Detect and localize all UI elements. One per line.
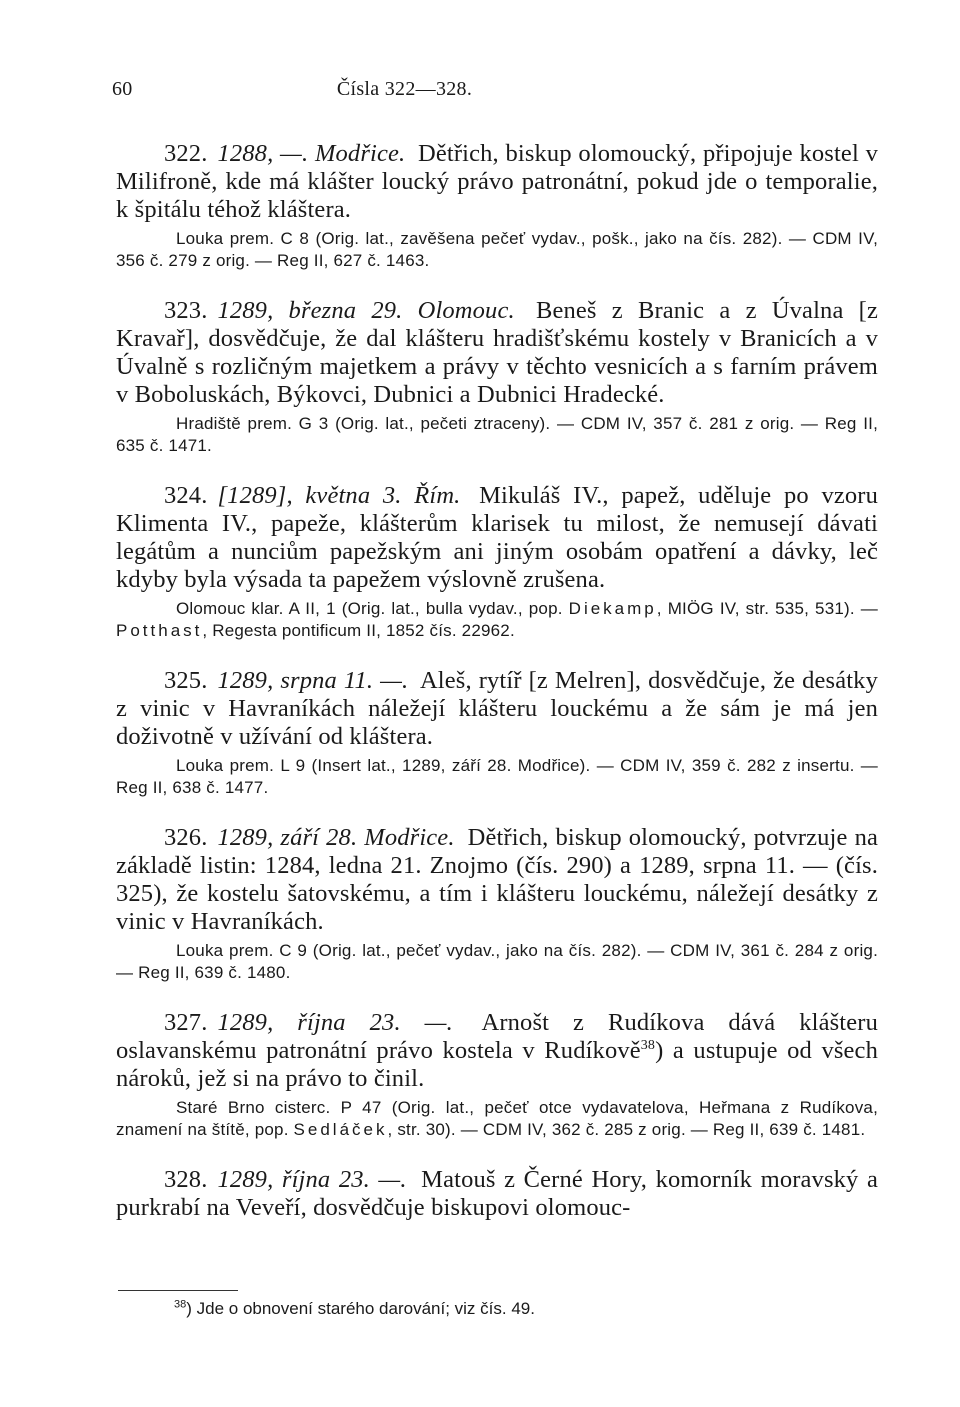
entry-summary: Beneš z Branic a z Úvalna [z Kravař], dosvědčuje, že dal klášteru hradišťskému kostely v Branicích a v Úvalně s rozličným majetkem a právy v těchto vesnicích a s farním právem v Boboluskách, Býkovci, Dubnici a Dubnici Hradecké. bbox=[116, 297, 878, 408]
entry-322 bbox=[116, 140, 878, 271]
note-part: Olomouc klar. A II, 1 (Orig. lat., bulla vydav., pop. bbox=[176, 599, 569, 618]
author-name: Sedláček bbox=[293, 1119, 388, 1139]
entry-text bbox=[116, 482, 878, 594]
entry-number: 325. bbox=[164, 667, 208, 694]
entry-date: 1289, října 23. —. bbox=[217, 1009, 453, 1036]
entry-summary: Arnošt z Rudíkova dává klášteru oslavanskému patronátní právo kostela v Rudíkově bbox=[116, 1009, 878, 1064]
entry-date: 1289, října 23. —. bbox=[217, 1166, 407, 1193]
entry-summary: Matouš z Černé Hory, komorník moravský a purkrabí na Veveří, dosvědčuje biskupovi olomouc- bbox=[116, 1166, 878, 1221]
entry-328 bbox=[116, 1166, 878, 1222]
entry-source-note bbox=[116, 598, 878, 641]
page-number: 60 bbox=[112, 78, 133, 100]
page-title: Čísla 322—328. bbox=[336, 78, 473, 100]
entry-text bbox=[116, 140, 878, 224]
entry-number: 328. bbox=[164, 1166, 208, 1193]
entry-summary: Aleš, rytíř [z Melren], dosvědčuje, že desátky z vinic v Havraníkách náležejí klášteru louckému a že sám je má jen doživotně v užívání od kláštera. bbox=[116, 667, 878, 750]
entry-number: 323. bbox=[164, 297, 208, 324]
entry-326 bbox=[116, 824, 878, 983]
entry-date: 1289, března 29. Olomouc. bbox=[217, 297, 515, 324]
footnote-text: ) Jde o obnovení starého darování; viz čís. 49. bbox=[186, 1299, 535, 1318]
entry-date: [1289], května 3. Řím. bbox=[217, 482, 461, 509]
entry-date: 1289, září 28. Modřice. bbox=[217, 824, 455, 851]
entry-text bbox=[116, 824, 878, 936]
note-part: , MIÖG IV, str. 535, 531). — bbox=[656, 599, 878, 618]
entry-source-note: Louka prem. L 9 (Insert lat., 1289, září 28. Modřice). — CDM IV, 359 č. 282 z insertu. — Reg II, 638 č. 1477. bbox=[116, 756, 878, 797]
author-name: Potthast bbox=[116, 620, 203, 640]
footnote-divider bbox=[118, 1290, 238, 1291]
entry-number: 322. bbox=[164, 140, 208, 167]
footnote-number: 38 bbox=[174, 1298, 187, 1311]
entry-323 bbox=[116, 297, 878, 456]
document-body bbox=[116, 140, 878, 1248]
entry-source-note: Louka prem. C 9 (Orig. lat., pečeť vydav., jako na čís. 282). — CDM IV, 361 č. 284 z orig. — Reg II, 639 č. 1480. bbox=[116, 941, 878, 982]
entry-number: 326. bbox=[164, 824, 208, 851]
entry-text bbox=[116, 1009, 878, 1093]
footnote-reference: 38 bbox=[640, 1037, 656, 1053]
entry-summary: Dětřich, biskup olomoucký, potvrzuje na základě listin: 1284, ledna 21. Znojmo (čís. 290) a 1289, srpna 11. — (čís. 325), že kostelu šatovskému, a tím i klášteru louckému, náležejí desátky z vinic v Havraníkách. bbox=[116, 824, 878, 935]
entry-source-note: Louka prem. C 8 (Orig. lat., zavěšena pečeť vydav., pošk., jako na čís. 282). — CDM IV, 356 č. 279 z orig. — Reg II, 627 č. 1463. bbox=[116, 229, 878, 270]
entry-summary: Dětřich, biskup olomoucký, připojuje kostel v Milifroně, kde má klášter loucký právo patronátní, pokud jde o temporalie, k špitálu téhož kláštera. bbox=[116, 140, 878, 223]
entry-number: 327. bbox=[164, 1009, 208, 1036]
entry-text bbox=[116, 297, 878, 409]
note-part: , Regesta pontificum II, 1852 čís. 22962. bbox=[202, 620, 515, 640]
entry-date: 1289, srpna 11. —. bbox=[217, 667, 409, 694]
entry-source-note: Hradiště prem. G 3 (Orig. lat., pečeti ztraceny). — CDM IV, 357 č. 281 z orig. — Reg II, 635 č. 1471. bbox=[116, 414, 878, 455]
entry-number: 324. bbox=[164, 482, 208, 509]
page-header bbox=[112, 78, 880, 108]
entry-327 bbox=[116, 1009, 878, 1140]
entry-324 bbox=[116, 482, 878, 641]
entry-text bbox=[116, 667, 878, 751]
entry-source-note bbox=[116, 1097, 878, 1140]
entry-325 bbox=[116, 667, 878, 798]
entry-text bbox=[116, 1166, 878, 1222]
footnote bbox=[174, 1298, 874, 1320]
entry-summary-cont: ) a ustupuje od všech nároků, jež si na právo to činil. bbox=[116, 1037, 878, 1092]
note-part: Staré Brno cisterc. P 47 (Orig. lat., pečeť otce vydavatelova, Heřmana z Rudíkova, znamení na štítě, pop. bbox=[116, 1098, 878, 1139]
entry-date: 1288, —. Modřice. bbox=[217, 140, 406, 167]
entry-summary: Mikuláš IV., papež, uděluje po vzoru Klimenta IV., papeže, klášterům klarisek tu milost, že nemusejí dávati legátům a nunciům papežským ani jiným osobám opatření a dávky, leč kdyby byla výsada ta papežem výslovně zrušena. bbox=[116, 482, 878, 593]
note-part: , str. 30). — CDM IV, 362 č. 285 z orig. — Reg II, 639 č. 1481. bbox=[387, 1119, 866, 1139]
author-name: Diekamp bbox=[568, 599, 657, 618]
